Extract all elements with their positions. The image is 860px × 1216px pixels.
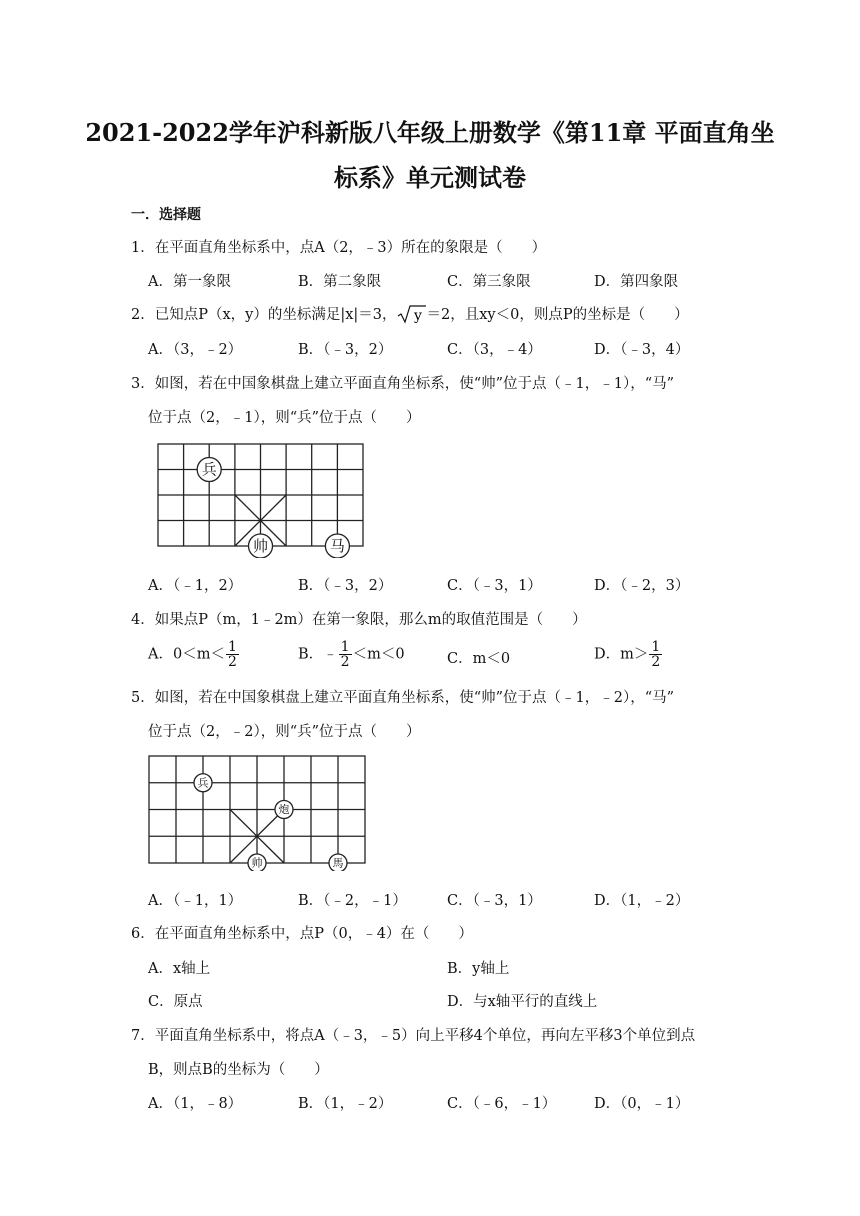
fraction-one-half: $\frac{1}{2}$: [651, 639, 661, 670]
q2-radicand: y: [413, 308, 422, 324]
board-1-grid: [158, 444, 363, 546]
board-2-grid: [149, 756, 365, 863]
question-6: 6．在平面直角坐标系中，点P（0，﹣4）在（ ）: [131, 926, 473, 942]
q2-text-pre: 2．已知点P（x，y）的坐标满足|x|＝3，: [131, 307, 397, 323]
q6-option-d: D．与x轴平行的直线上: [447, 994, 598, 1010]
q1-option-b: B．第二象限: [298, 274, 382, 290]
question-2: [131, 303, 689, 324]
q1-option-d: D．第四象限: [594, 274, 679, 290]
q2-option-d: D．（﹣3，4）: [594, 342, 690, 358]
piece-bing-1: [197, 458, 221, 482]
q6-option-c: C．原点: [148, 994, 203, 1010]
page-title-line1: 2021-2022学年沪科新版八年级上册数学《第11章 平面直角坐: [85, 118, 775, 147]
piece-shuai-2: [248, 854, 266, 871]
question-7-line2: B，则点B的坐标为（ ）: [148, 1062, 329, 1078]
question-4: 4．如果点P（m，1﹣2m）在第一象限，那么m的取值范围是（ ）: [131, 612, 587, 628]
q4-option-c: C．m＜0: [447, 651, 511, 667]
q5-option-c: C．（﹣3，1）: [447, 893, 542, 909]
q2-option-a: A．（3，﹣2）: [148, 342, 243, 358]
piece-bing-2: [194, 774, 212, 792]
svg-text:兵: 兵: [197, 776, 209, 790]
q2-option-c: C．（3，﹣4）: [447, 342, 542, 358]
q2-option-b: B．（﹣3，2）: [298, 342, 393, 358]
question-5-line1: 5．如图，若在中国象棋盘上建立平面直角坐标系，使“帅”位于点（﹣1，﹣2），“马”: [131, 690, 675, 706]
q4-option-b: B．﹣ $\frac{1}{2}$ ＜m＜0: [298, 639, 405, 670]
q1-option-a: A．第一象限: [148, 274, 231, 290]
piece-ma-2: [329, 854, 347, 871]
svg-text:炮: 炮: [278, 803, 290, 816]
piece-ma-1: [325, 534, 349, 558]
chess-board-1: [155, 440, 367, 558]
q5-option-d: D．（1，﹣2）: [594, 893, 690, 909]
page-title-line2: 标系》单元测试卷: [334, 163, 526, 192]
chess-board-2: [146, 753, 368, 871]
section-heading: 一．选择题: [131, 207, 201, 223]
svg-text:马: 马: [329, 537, 345, 555]
sqrt-symbol: [397, 304, 427, 324]
q3-option-d: D．（﹣2，3）: [594, 578, 690, 594]
q4-option-d: D．m＞ $\frac{1}{2}$: [594, 639, 661, 670]
q2-text-post: ＝2，且xy＜0，则点P的坐标是（ ）: [426, 307, 689, 323]
piece-shuai-1: [249, 534, 273, 558]
svg-text:帅: 帅: [252, 537, 269, 555]
q3-option-b: B．（﹣3，2）: [298, 578, 393, 594]
svg-text:兵: 兵: [201, 460, 217, 479]
q3-option-a: A．（﹣1，2）: [148, 578, 243, 594]
svg-text:馬: 馬: [332, 856, 344, 870]
piece-pao-2: [275, 801, 293, 819]
fraction-one-half: $\frac{1}{2}$: [340, 639, 350, 670]
question-3-line1: 3．如图，若在中国象棋盘上建立平面直角坐标系，使“帅”位于点（﹣1，﹣1），“马”: [131, 376, 675, 392]
q6-option-a: A．x轴上: [148, 961, 211, 977]
fraction-one-half: $\frac{1}{2}$: [227, 639, 237, 670]
question-1: 1．在平面直角坐标系中，点A（2，﹣3）所在的象限是（ ）: [131, 240, 547, 256]
q5-option-b: B．（﹣2，﹣1）: [298, 893, 407, 909]
q7-option-a: A．（1，﹣8）: [148, 1096, 243, 1112]
q1-option-c: C．第三象限: [447, 274, 531, 290]
svg-text:帅: 帅: [251, 856, 263, 870]
question-5-line2: 位于点（2，﹣2），则“兵”位于点（ ）: [148, 724, 421, 740]
q3-option-c: C．（﹣3，1）: [447, 578, 542, 594]
q7-option-d: D．（0，﹣1）: [594, 1096, 690, 1112]
q5-option-a: A．（﹣1，1）: [148, 893, 243, 909]
question-3-line2: 位于点（2，﹣1），则“兵”位于点（ ）: [148, 410, 421, 426]
q6-option-b: B．y轴上: [447, 961, 510, 977]
q7-option-c: C．（﹣6，﹣1）: [447, 1096, 557, 1112]
q7-option-b: B．（1，﹣2）: [298, 1096, 393, 1112]
q4-option-a: A．0＜m＜ $\frac{1}{2}$: [148, 639, 237, 670]
question-7-line1: 7．平面直角坐标系中，将点A（﹣3，﹣5）向上平移4个单位，再向左平移3个单位到点: [131, 1028, 696, 1044]
